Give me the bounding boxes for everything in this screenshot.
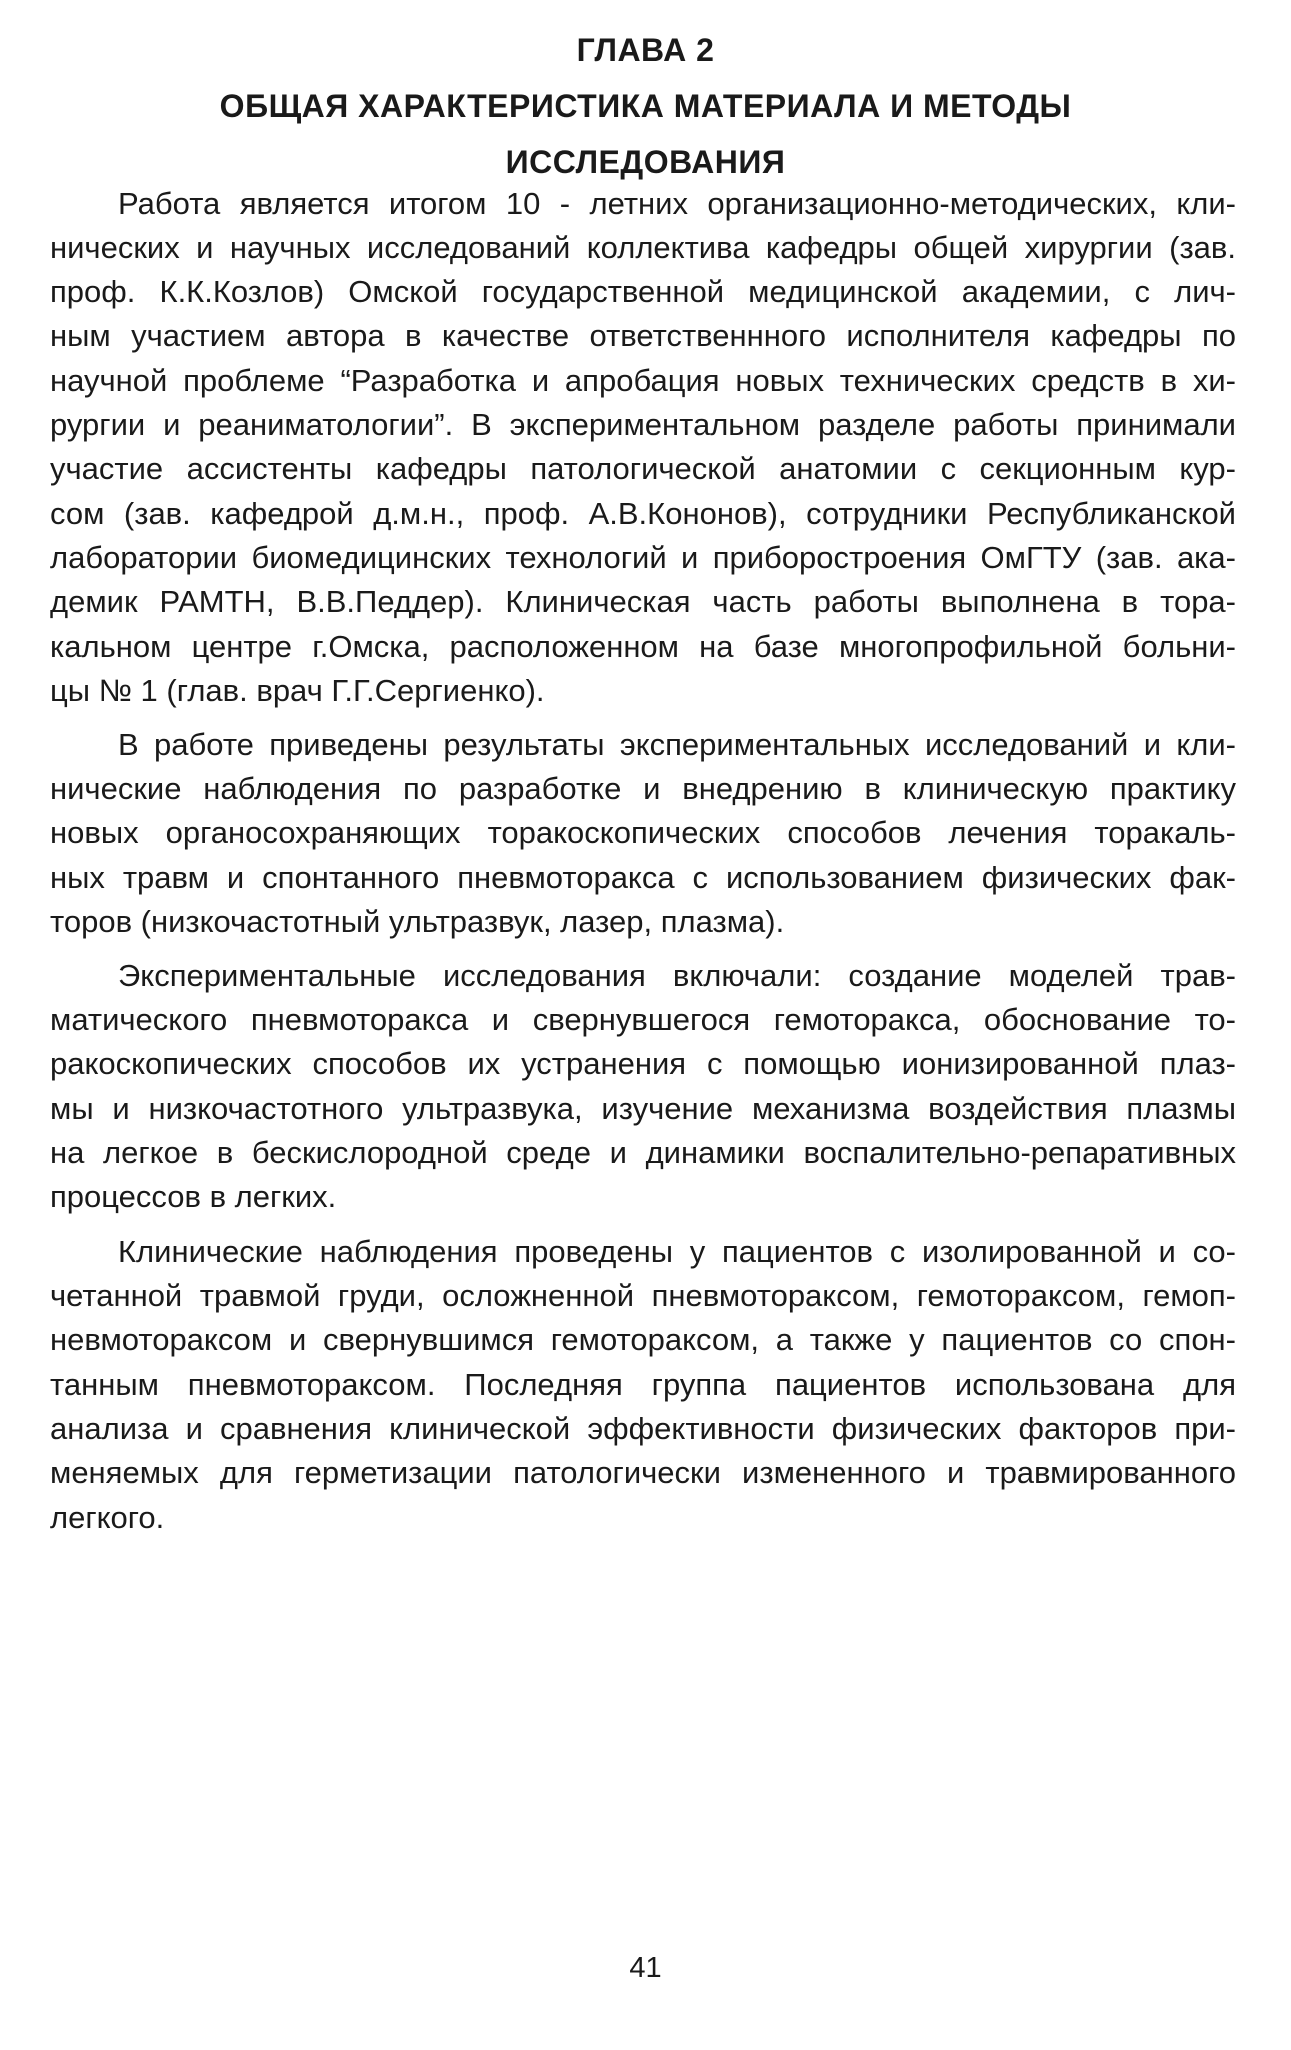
text-line: невмотораксом и свернувшимся гемотораксом, а также у пациентов со спон- [50,1322,1236,1357]
text-line: танным пневмотораксом. Последняя группа пациентов использована для [50,1367,1236,1402]
text-line: меняемых для герметизации патологически измененного и травмированного [50,1455,1236,1490]
chapter-title-line: ИССЛЕДОВАНИЯ [505,144,786,180]
text-line: В работе приведены результаты экспериментальных исследований и кли- [118,727,1236,762]
chapter-heading: ГЛАВА 2 [576,32,715,68]
text-line: сом (зав. кафедрой д.м.н., проф. А.В.Кононов), сотрудники Республиканской [50,496,1236,531]
text-line: ным участием автора в качестве ответственнного исполнителя кафедры по [50,318,1236,353]
text-line: проф. К.К.Козлов) Омской государственной медицинской академии, с лич- [50,274,1236,309]
text-line: на легкое в бескислородной среде и динамики воспалительно-репаративных [50,1135,1236,1170]
text-line: мы и низкочастотного ультразвука, изучение механизма воздействия плазмы [50,1091,1236,1126]
page-number: 41 [629,1952,662,1984]
text-line: торов (низкочастотный ультразвук, лазер, плазма). [50,904,785,939]
text-line: матического пневмоторакса и свернувшегося гемоторакса, обоснование то- [50,1002,1236,1037]
text-line: новых органосохраняющих торакоскопических способов лечения торакаль- [50,815,1236,850]
text-line: цы № 1 (глав. врач Г.Г.Сергиенко). [50,673,545,708]
text-line: нические наблюдения по разработке и внедрению в клиническую практику [50,771,1236,806]
text-line: лаборатории биомедицинских технологий и приборостроения ОмГТУ (зав. ака- [50,540,1236,575]
text-line: научной проблеме “Разработка и апробация новых технических средств в хи- [50,363,1236,398]
text-line: демик РАМТН, В.В.Педдер). Клиническая часть работы выполнена в тора- [50,584,1236,619]
text-line: участие ассистенты кафедры патологической анатомии с секционным кур- [50,451,1236,486]
text-line: Экспериментальные исследования включали: создание моделей трав- [118,958,1236,993]
chapter-title-line: ОБЩАЯ ХАРАКТЕРИСТИКА МАТЕРИАЛА И МЕТОДЫ [219,88,1072,124]
text-line: процессов в легких. [50,1179,337,1214]
text-line: Работа является итогом 10 - летних организационно-методических, кли- [118,186,1236,221]
text-line: Клинические наблюдения проведены у пациентов с изолированной и со- [118,1234,1236,1269]
text-line: рургии и реаниматологии”. В экспериментальном разделе работы принимали [50,407,1236,442]
text-line: четанной травмой груди, осложненной пневмотораксом, гемотораксом, гемоп- [50,1278,1236,1313]
text-line: анализа и сравнения клинической эффективности физических факторов при- [50,1411,1236,1446]
text-line: ракоскопических способов их устранения с помощью ионизированной плаз- [50,1046,1236,1081]
text-line: ных травм и спонтанного пневмоторакса с использованием физических фак- [50,860,1236,895]
text-line: кальном центре г.Омска, расположенном на базе многопрофильной больни- [50,629,1236,664]
text-line: нических и научных исследований коллектива кафедры общей хирургии (зав. [50,230,1236,265]
text-line: легкого. [50,1500,165,1535]
